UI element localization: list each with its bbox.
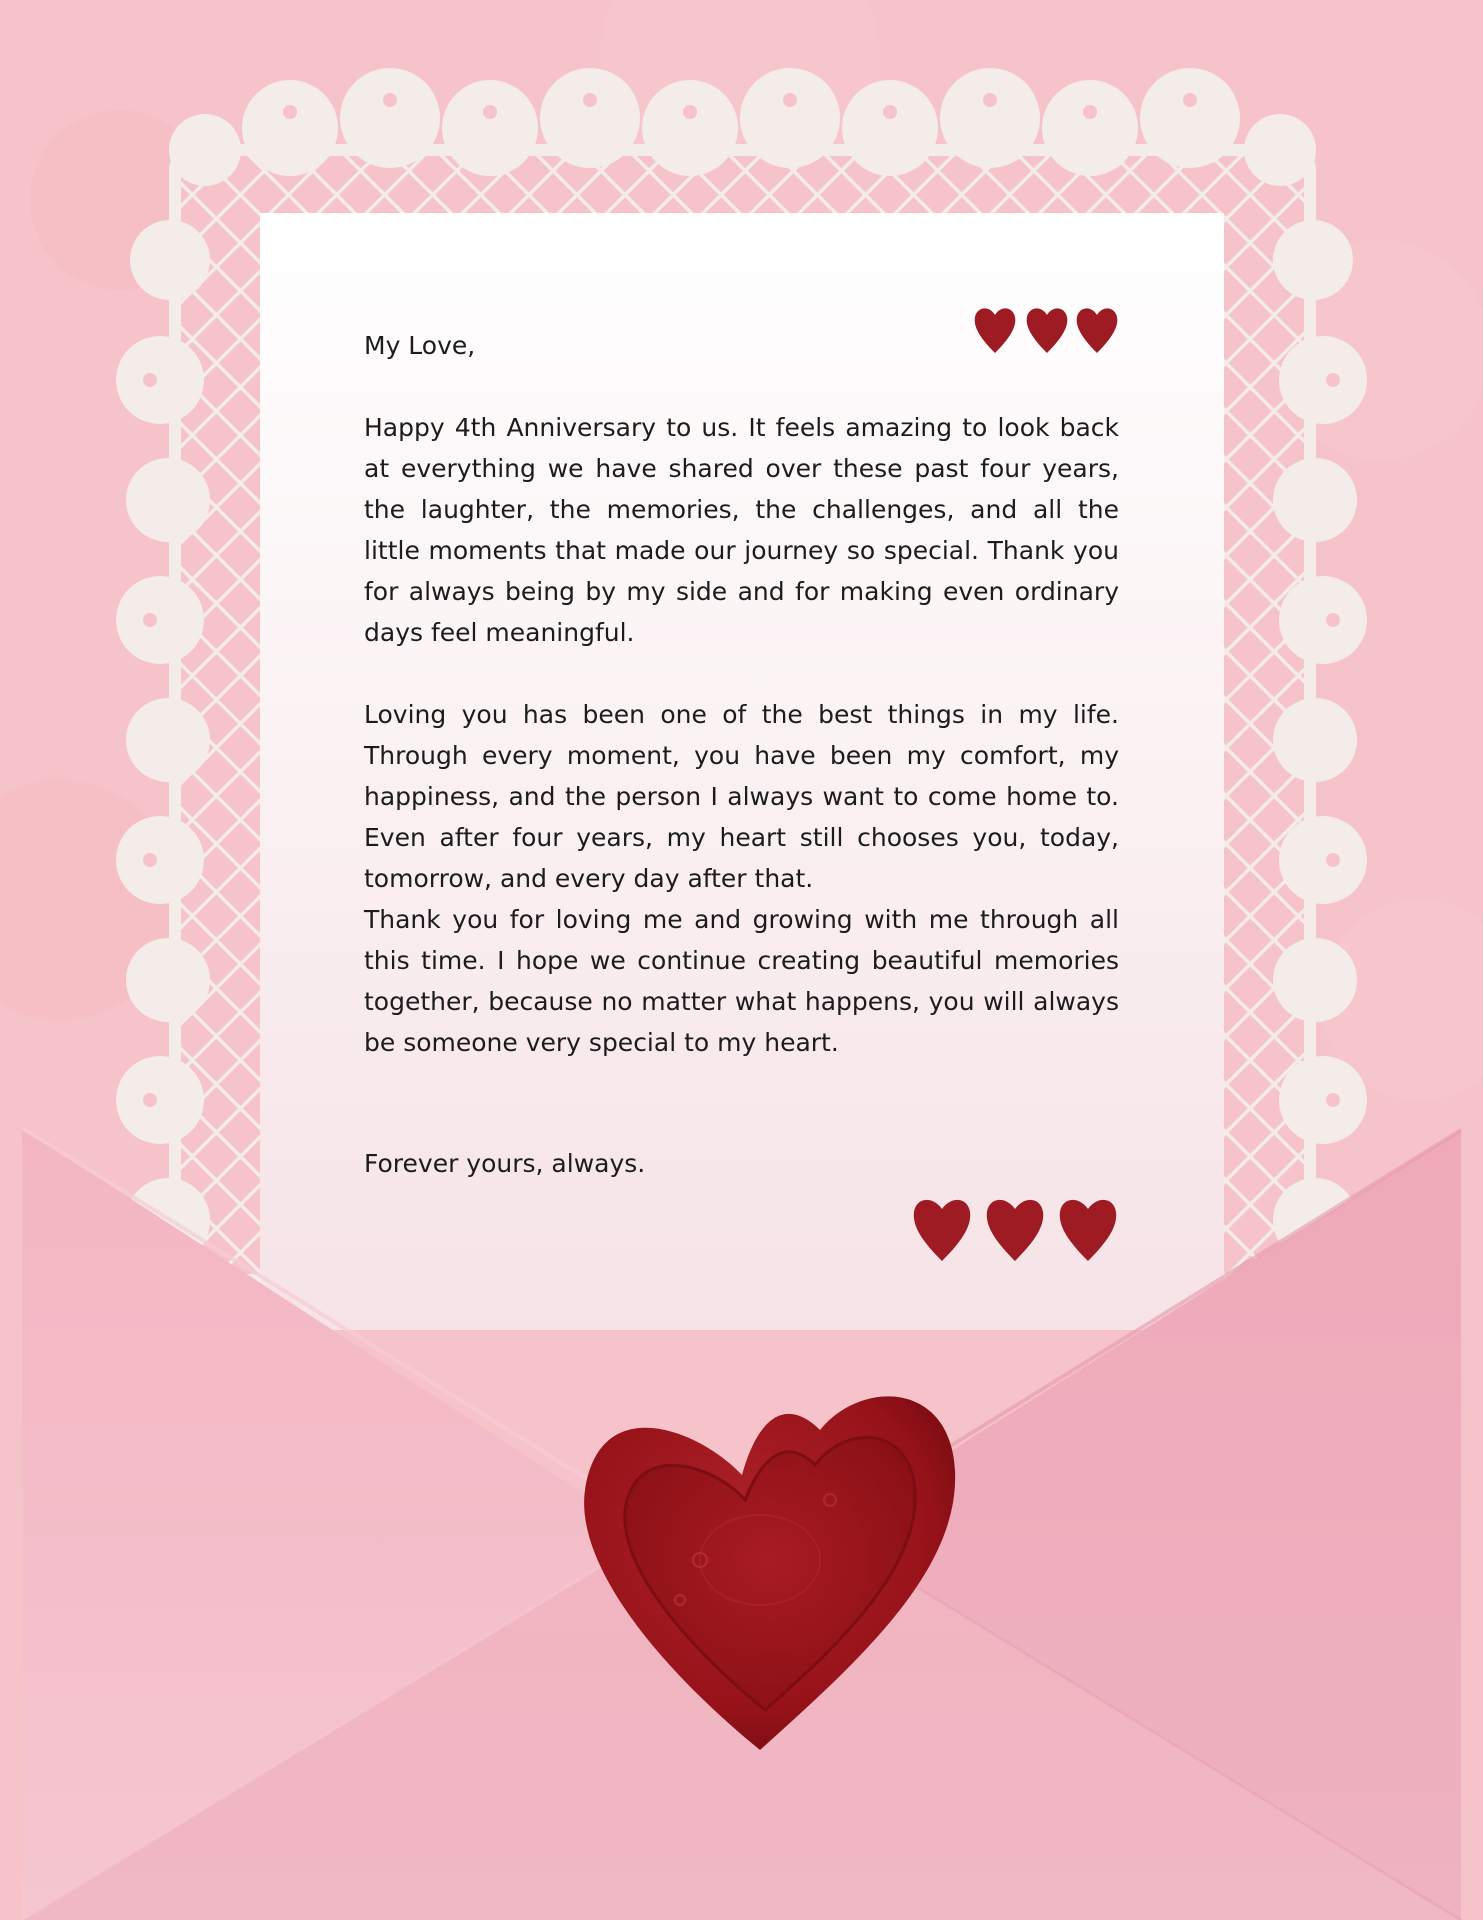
letter-greeting: My Love,	[364, 331, 476, 360]
heart-icon	[914, 1200, 970, 1261]
letter-paragraph: Happy 4th Anniversary to us. It feels amazing to look back at everything we have shared over these past four years, the laughter, the memories, the challenges, and all the little moments that made our journey so special. Thank you for always being by my side and for making even ordinary days feel meaningful.	[364, 413, 1119, 647]
heart-icon	[1060, 1200, 1116, 1261]
letter-paragraph: Thank you for loving me and growing with me through all this time. I hope we continue creating beautiful memories together, because no matter what happens, you will always be someone very special to my heart.	[364, 905, 1119, 1057]
bottom-hearts	[912, 1193, 1120, 1263]
letter-closing: Forever yours, always.	[364, 1149, 646, 1178]
letter-paragraph: Loving you has been one of the best things in my life. Through every moment, you have been my comfort, my happiness, and the person I always want to come home to. Even after four years, my heart still chooses you, today, tomorrow, and every day after that.	[364, 700, 1119, 893]
heart-icon	[987, 1200, 1043, 1261]
